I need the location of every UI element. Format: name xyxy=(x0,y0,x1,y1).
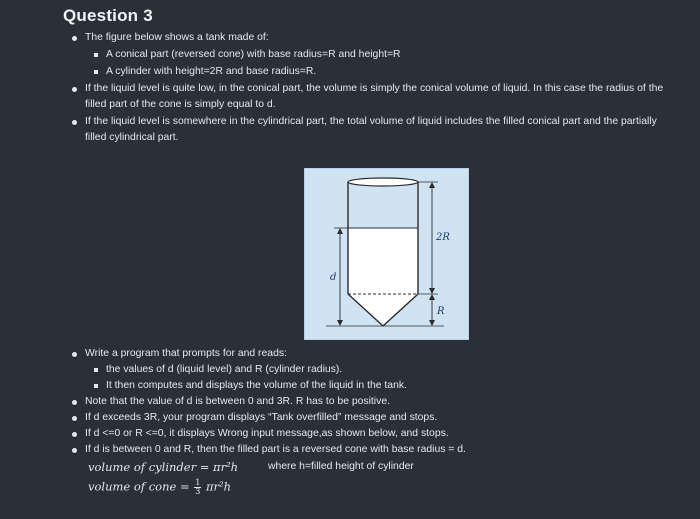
formula-cone-lhs: volume of cone = xyxy=(88,479,194,494)
bullet-dot xyxy=(72,448,77,453)
sub2-text: A cylinder with height=2R and base radius=R. xyxy=(106,66,317,77)
bullet-low-level xyxy=(72,81,677,113)
tank-diagram xyxy=(304,168,469,340)
formula-cone-fraction xyxy=(194,479,201,496)
sub-bullet-inputs xyxy=(94,362,342,378)
sub-bullet-square xyxy=(94,384,98,388)
fraction-numerator: 1 xyxy=(195,478,201,487)
label-d: d xyxy=(330,272,337,283)
label-r: R xyxy=(437,306,445,317)
bullet-dot xyxy=(72,432,77,437)
bullet-wrong-input xyxy=(72,426,677,442)
bullet-dot xyxy=(72,400,77,405)
bullet-dot xyxy=(72,36,77,41)
tank-top-ellipse xyxy=(348,178,418,186)
sub-bullet-square xyxy=(94,368,98,372)
sub4-text: It then computes and displays the volume of the liquid in the tank. xyxy=(106,380,407,391)
bullet-cone-text: If d is between 0 and R, then the filled part is a reversed cone with base radius = d. xyxy=(85,444,466,455)
sub3-text: the values of d (liquid level) and R (cylinder radius). xyxy=(106,364,343,375)
question-title: Question 3 xyxy=(63,6,153,25)
label-2r: 2R xyxy=(436,232,450,243)
bullet-program xyxy=(72,346,677,362)
bullet-note xyxy=(72,394,677,410)
bullet-overfill-text: If d exceeds 3R, your program displays “Tank overfilled” message and stops. xyxy=(85,412,438,423)
sub-bullet-compute xyxy=(94,378,407,394)
sub-bullet-cone xyxy=(94,47,401,63)
sub-bullet-cylinder xyxy=(94,64,316,80)
fraction-denominator: 3 xyxy=(195,487,201,496)
bullet-dot xyxy=(72,120,77,125)
bullet-wrong-text: If d <=0 or R <=0, it displays Wrong input message,as shown below, and stops. xyxy=(85,428,449,439)
formula-cylinder-note: where h=filled height of cylinder xyxy=(268,461,414,472)
sub-bullet-square xyxy=(94,70,98,74)
formula-cone xyxy=(88,479,231,496)
bullet-intro xyxy=(72,30,677,46)
bullet-overfill xyxy=(72,410,677,426)
formula-cone-rhs: πr²h xyxy=(205,479,232,494)
tank-figure xyxy=(304,168,469,340)
bullet-low-text: If the liquid level is quite low, in the conical part, the volume is simply the conical volume of liquid. In this case the radius of the filled part of the cone is simply equal to d. xyxy=(85,83,664,110)
sub-bullet-square xyxy=(94,53,98,57)
bullet-dot xyxy=(72,87,77,92)
bullet-program-text: Write a program that prompts for and reads: xyxy=(85,348,287,359)
formula-cylinder: volume of cylinder = πr²h xyxy=(88,460,239,474)
bullet-dot xyxy=(72,352,77,357)
bullet-note-text: Note that the value of d is between 0 and 3R. R has to be positive. xyxy=(85,396,390,407)
bullet-cyl-text: If the liquid level is somewhere in the cylindrical part, the total volume of liquid includes the filled conical part and the partially filled cylindrical part. xyxy=(85,116,657,143)
intro-text: The figure below shows a tank made of: xyxy=(85,32,269,43)
bullet-cylinder-level xyxy=(72,114,677,146)
bullet-dot xyxy=(72,416,77,421)
sub1-text: A conical part (reversed cone) with base radius=R and height=R xyxy=(106,49,401,60)
bullet-cone-case xyxy=(72,442,677,458)
